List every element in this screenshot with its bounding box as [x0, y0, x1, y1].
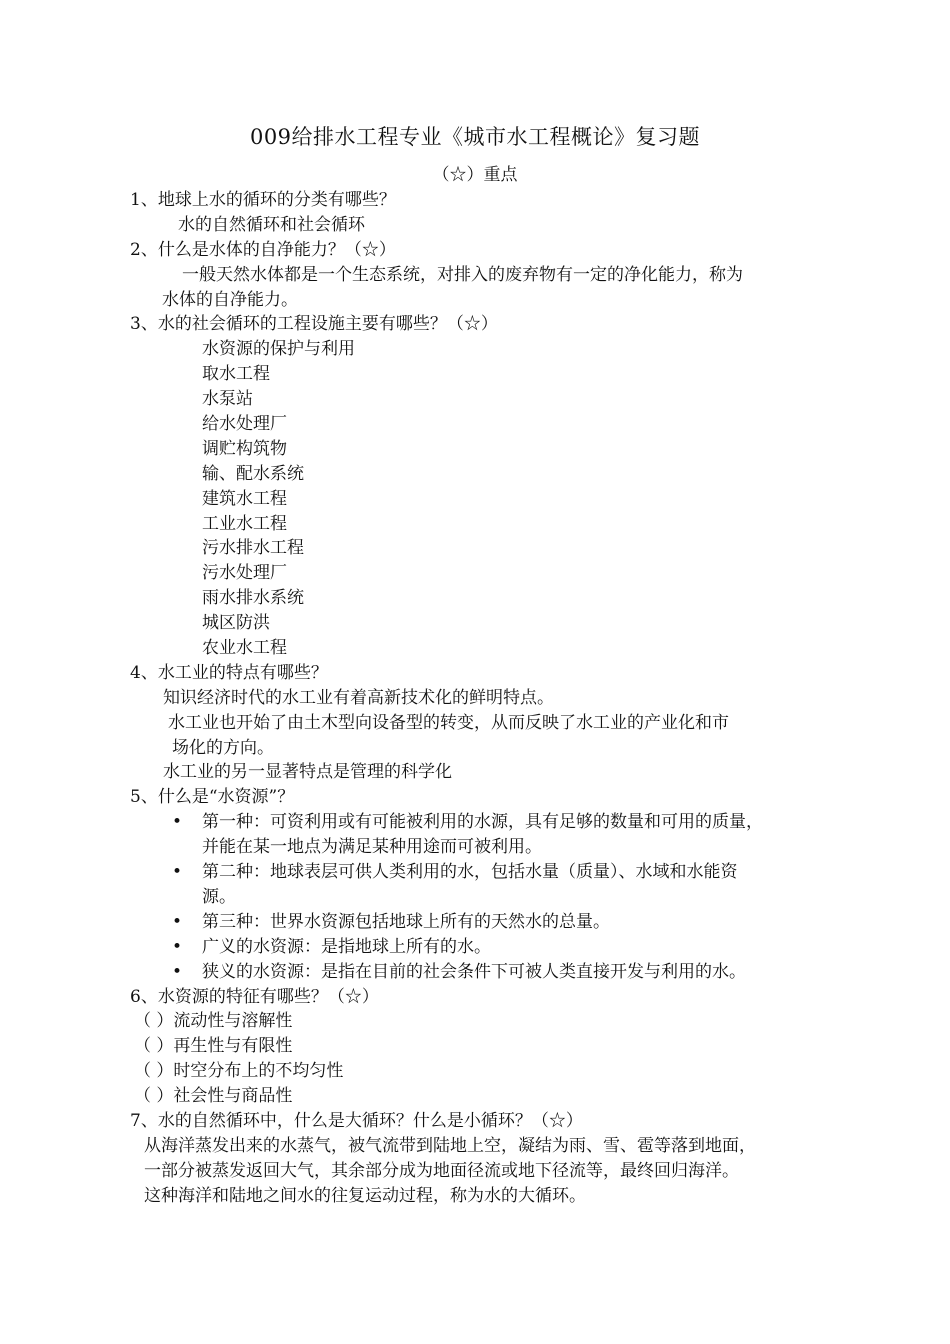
bullet-text: 狭义的水资源：是指在目前的社会条件下可被人类直接开发与利用的水。 — [202, 961, 746, 982]
list-item: 输、配水系统 — [202, 463, 304, 484]
bullet-text: 第二种：地球表层可供人类利用的水，包括水量（质量）、水域和水能资 — [202, 862, 738, 883]
bullet-continuation: 源。 — [202, 886, 236, 907]
answer-7-line-2: 一部分被蒸发返回大气，其余部分成为地面径流或地下径流等，最终回归海洋。 — [144, 1160, 739, 1181]
question-7: 7、水的自然循环中，什么是大循环？什么是小循环？（☆） — [130, 1110, 583, 1131]
feature-item: （ ）时空分布上的不均匀性 — [134, 1061, 344, 1082]
bullet-item — [0, 860, 950, 885]
bullet-icon: • — [172, 862, 183, 883]
bullet-item — [0, 960, 950, 985]
bullet-item — [0, 810, 950, 835]
bullet-icon: • — [172, 911, 183, 932]
bullet-text: 广义的水资源：是指地球上所有的水。 — [202, 936, 491, 957]
list-item: 农业水工程 — [202, 638, 287, 659]
document-body — [0, 188, 950, 1209]
list-item: 污水排水工程 — [202, 538, 304, 559]
list-item: 建筑水工程 — [202, 488, 287, 509]
answer-1: 水的自然循环和社会循环 — [178, 214, 365, 235]
answer-4-line-2: 水工业也开始了由土木型向设备型的转变，从而反映了水工业的产业化和市 — [168, 712, 729, 733]
list-item: 调贮构筑物 — [202, 438, 287, 459]
list-item: 给水处理厂 — [202, 414, 287, 435]
answer-2-line-2: 水体的自净能力。 — [162, 289, 298, 310]
facility-list — [0, 337, 950, 661]
list-item: 污水处理厂 — [202, 563, 287, 584]
answer-4-line-1: 知识经济时代的水工业有着高新技术化的鲜明特点。 — [163, 687, 554, 708]
list-item: 雨水排水系统 — [202, 588, 304, 609]
bullet-continuation: 并能在某一地点为满足某种用途而可被利用。 — [202, 837, 542, 858]
question-2: 2、什么是水体的自净能力？（☆） — [130, 239, 396, 260]
answer-7-line-3: 这种海洋和陆地之间水的往复运动过程，称为水的大循环。 — [144, 1185, 586, 1206]
answer-7-line-1: 从海洋蒸发出来的水蒸气，被气流带到陆地上空，凝结为雨、雪、雹等落到地面， — [144, 1135, 756, 1156]
feature-item: （ ）流动性与溶解性 — [134, 1011, 293, 1032]
document-title: 009给排水工程专业《城市水工程概论》复习题 — [249, 125, 701, 149]
question-6: 6、水资源的特征有哪些？（☆） — [130, 986, 379, 1007]
bullet-item — [0, 935, 950, 960]
list-item: 工业水工程 — [202, 513, 287, 534]
bullet-text: 第三种：世界水资源包括地球上所有的天然水的总量。 — [202, 911, 610, 932]
list-item: 水资源的保护与利用 — [202, 339, 355, 360]
bullet-item — [0, 910, 950, 935]
feature-item: （ ）再生性与有限性 — [134, 1036, 293, 1057]
feature-item: （ ）社会性与商品性 — [134, 1086, 293, 1107]
bullet-icon: • — [172, 812, 183, 833]
bullet-icon: • — [172, 936, 183, 957]
question-4: 4、水工业的特点有哪些？ — [130, 662, 328, 683]
question-5: 5、什么是“水资源”？ — [130, 787, 295, 808]
question-1: 1、地球上水的循环的分类有哪些？ — [130, 190, 396, 210]
answer-4-line-3: 场化的方向。 — [172, 737, 274, 758]
question-3: 3、水的社会循环的工程设施主要有哪些？（☆） — [130, 314, 498, 335]
list-item: 城区防洪 — [202, 613, 270, 634]
answer-4-line-4: 水工业的另一显著特点是管理的科学化 — [163, 762, 452, 783]
bullet-icon: • — [172, 961, 183, 982]
answer-2-line-1: 一般天然水体都是一个生态系统，对排入的废弃物有一定的净化能力，称为 — [182, 264, 743, 285]
list-item: 取水工程 — [202, 364, 270, 385]
key-point-legend: （☆）重点 — [432, 165, 518, 185]
list-item: 水泵站 — [202, 389, 253, 410]
bullet-text: 第一种：可资利用或有可能被利用的水源，具有足够的数量和可用的质量， — [202, 812, 763, 833]
